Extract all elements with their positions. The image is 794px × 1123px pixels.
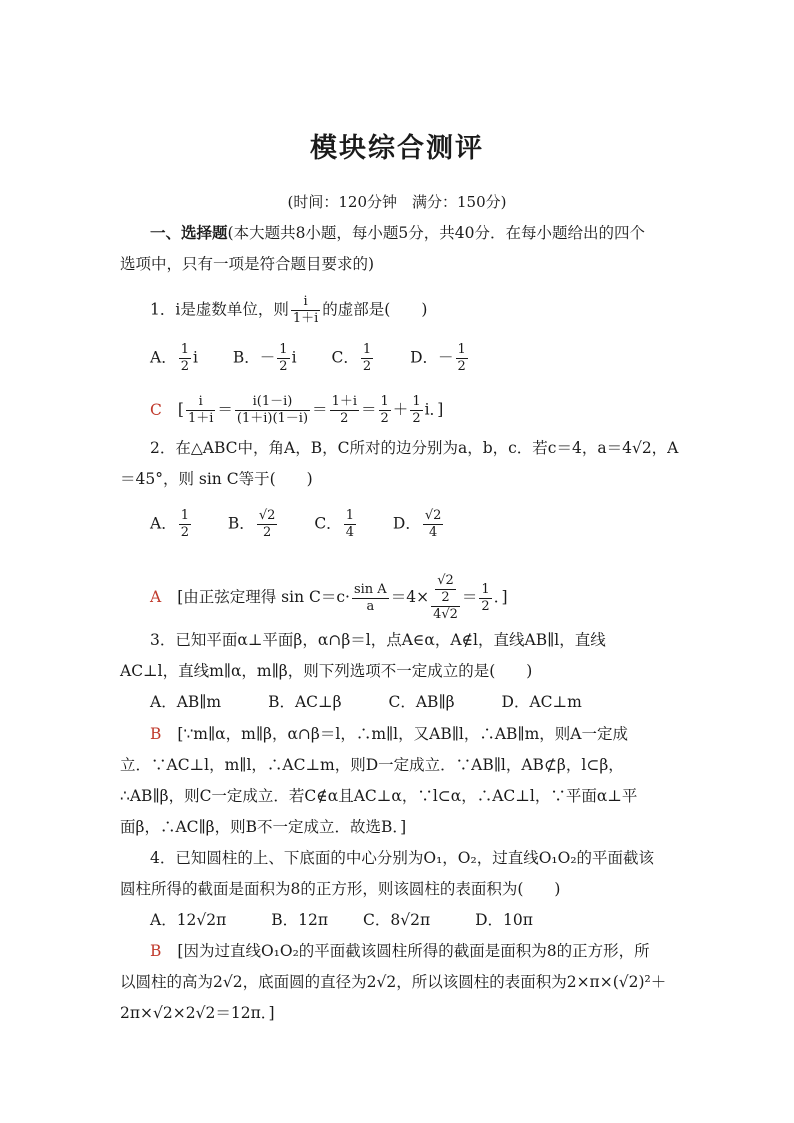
den: 4 (428, 525, 438, 540)
q2-option-c (314, 508, 358, 541)
q4-solution-line3: 2π×√2×2√2＝12π．] (120, 1004, 275, 1022)
opt-label: C． (331, 348, 359, 367)
frac (352, 582, 389, 615)
q2-solution (150, 573, 508, 623)
den: (1＋i)(1－i) (236, 411, 309, 426)
sol-text-b: ＝4× (390, 588, 430, 606)
q3-solution-line2: 立．∵AC⊥l，m∥l，∴AC⊥m，则D一定成立．∵AB∥l，AB⊄β，l⊂β， (120, 756, 624, 774)
num: √2 (437, 573, 454, 588)
frac (257, 508, 278, 541)
opt-label: D． (392, 514, 421, 533)
q1-stem-text: 1．i是虚数单位，则 (150, 300, 289, 319)
den: a (366, 598, 375, 614)
den: 4 (345, 525, 354, 540)
q3-answer: B (150, 725, 162, 743)
q1-frac-den: 1＋i (292, 311, 319, 326)
end: i．] (424, 400, 444, 419)
frac (235, 394, 310, 427)
q2-stem-line1: 2．在△ABC中，角A，B，C所对的边分别为a，b，c．若c＝4，a＝4√2，A (150, 439, 679, 457)
frac (379, 394, 391, 427)
q4-option-a: A．12√2π (150, 911, 227, 929)
q3-solution-line3: ∴AB∥β，则C一定成立．若C∉α且AC⊥α，∵l⊂α，∴AC⊥l，∵平面α⊥平 (120, 787, 638, 805)
den: 1＋i (187, 411, 214, 426)
sol-text: [因为过直线O₁O₂的平面截该圆柱所得的截面是面积为8的正方形，所 (177, 942, 650, 960)
num: 1 (412, 394, 421, 409)
num: i(1－i) (235, 394, 310, 411)
den: 2 (441, 590, 450, 605)
opt-label: C． (314, 514, 342, 533)
q4-option-d: D．10π (475, 911, 533, 929)
q4-options (150, 909, 563, 931)
nested-frac (431, 573, 460, 623)
q3-options (150, 691, 612, 713)
frac (179, 508, 191, 541)
q1-solution (150, 394, 443, 427)
num: 1 (362, 342, 372, 357)
bracket: [ (177, 400, 184, 419)
plus: ＋ (392, 400, 409, 419)
num: 1 (180, 342, 189, 357)
suffix: i (291, 348, 297, 367)
q3-option-c: C．AB∥β (388, 693, 455, 711)
den: 2 (481, 598, 490, 614)
num: i (186, 394, 215, 411)
exam-info: (时间：120分钟 满分：150分) (287, 193, 507, 211)
frac (277, 342, 289, 375)
q1-option-c (331, 342, 375, 375)
frac (410, 394, 422, 427)
q1-stem (150, 294, 427, 327)
q3-stem-line2: AC⊥l，直线m∥α，m∥β，则下列选项不一定成立的是( ) (120, 662, 533, 680)
num: √2 (258, 508, 276, 523)
opt-label: B． (227, 514, 255, 533)
q2-option-d (393, 508, 446, 541)
q2-option-a (150, 508, 193, 541)
section-heading: 一、选择题 (150, 223, 228, 242)
den: 2 (457, 359, 466, 374)
q3-option-b: B．AC⊥β (268, 693, 342, 711)
suffix: i (192, 348, 198, 367)
end: ．] (493, 588, 508, 606)
q3-option-a: A．AB∥m (150, 693, 222, 711)
q1-frac-num: i (291, 294, 320, 311)
q1-fraction (291, 294, 320, 327)
frac (456, 342, 468, 375)
opt-label: B．－ (232, 348, 276, 367)
opt-label: A． (150, 348, 177, 367)
q3-option-d: D．AC⊥m (501, 693, 582, 711)
frac (344, 508, 356, 541)
q1-option-d (410, 342, 470, 375)
den: 2 (412, 411, 421, 426)
q4-solution-line1 (150, 940, 650, 962)
frac (423, 508, 444, 541)
q4-answer: B (150, 942, 162, 960)
num: 1 (380, 394, 389, 409)
den: 2 (362, 359, 372, 374)
q3-stem-line1: 3．已知平面α⊥平面β，α∩β＝l，点A∈α，A∉l，直线AB∥l，直线 (150, 631, 606, 649)
opt-label: A． (150, 514, 177, 533)
q4-option-b: B．12π (271, 911, 329, 929)
num: 1 (481, 581, 490, 597)
q2-stem-line2: ＝45°，则 sin C等于( ) (120, 470, 313, 488)
q4-option-c: C．8√2π (363, 911, 431, 929)
den: 2 (180, 359, 189, 374)
sol-text: [由正弦定理得 sin C＝c· (177, 588, 350, 606)
num: 1 (345, 508, 354, 523)
section-heading-line (150, 222, 645, 244)
section-desc: (本大题共8小题，每小题5分，共40分．在每小题给出的四个 (227, 224, 646, 242)
den: 4√2 (433, 607, 458, 622)
q3-solution-line4: 面β，∴AC∥β，则B不一定成立．故选B．] (120, 818, 407, 836)
q3-solution-line1 (150, 723, 628, 745)
num: 1 (457, 342, 466, 357)
q1-answer: C (150, 400, 162, 419)
eq: ＝ (461, 588, 478, 606)
q1-option-a (150, 342, 198, 375)
frac (361, 342, 373, 375)
sol-text: [∵m∥α，m∥β，α∩β＝l，∴m∥l，又AB∥l，∴AB∥m，则A一定成 (177, 725, 628, 743)
den: 2 (340, 411, 349, 426)
num: √2 (424, 508, 442, 523)
num: 1＋i (331, 394, 357, 409)
q1-options (150, 342, 500, 375)
den: 2 (180, 525, 189, 540)
num: 1 (180, 508, 189, 523)
section-desc-line2: 选项中，只有一项是符合题目要求的) (120, 255, 375, 273)
frac (179, 342, 191, 375)
num: sin A (353, 581, 387, 597)
q1-option-b (233, 342, 297, 375)
den: 2 (262, 525, 272, 540)
den: 2 (279, 359, 288, 374)
den: 2 (380, 411, 389, 426)
q4-stem-line1: 4．已知圆柱的上、下底面的中心分别为O₁，O₂，过直线O₁O₂的平面截该 (150, 849, 655, 867)
eq: ＝ (312, 400, 328, 419)
q4-solution-line2: 以圆柱的高为2√2，底面圆的直径为2√2，所以该圆柱的表面积为2×π×(√2)²＋ (120, 973, 667, 991)
q2-option-b (228, 508, 279, 541)
inner-frac (435, 573, 456, 606)
q2-answer: A (150, 588, 162, 606)
num (431, 573, 460, 607)
frac (479, 582, 491, 615)
q2-options (150, 508, 475, 541)
opt-label: D．－ (410, 348, 454, 367)
eq: ＝ (217, 400, 233, 419)
page-title: 模块综合测评 (310, 133, 484, 164)
frac (330, 394, 359, 427)
q4-stem-line2: 圆柱所得的截面是面积为8的正方形，则该圆柱的表面积为( ) (120, 880, 561, 898)
q1-stem-text-b: 的虚部是( ) (322, 300, 428, 319)
num: 1 (279, 342, 288, 357)
eq: ＝ (361, 400, 377, 419)
frac (186, 394, 215, 427)
